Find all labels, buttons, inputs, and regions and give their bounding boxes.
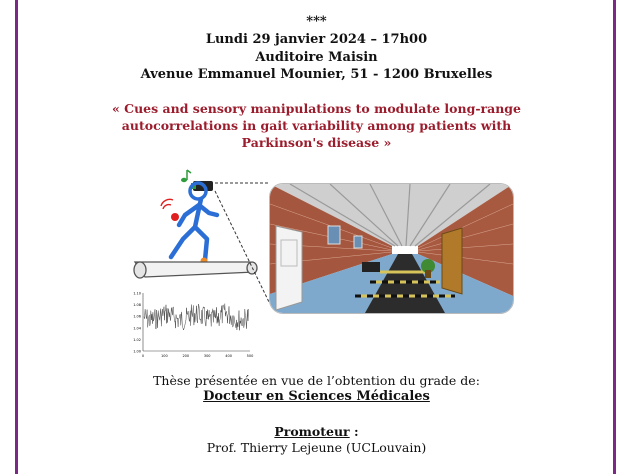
plot-trace [144, 304, 249, 331]
treadmill [134, 262, 257, 278]
thesis-title-line-1: « Cues and sensory manipulations to modulate long-range [111, 101, 521, 116]
plot-ytick-label: 1.06 [133, 314, 141, 319]
virtual-corridor-image [269, 183, 514, 314]
plot-xtick-label: 300 [203, 354, 211, 358]
promoteur-heading [0, 424, 633, 439]
plot-ytick-label: 1.00 [133, 349, 141, 354]
walker-figure [171, 199, 217, 260]
thesis-title [100, 100, 533, 151]
thesis-title-line-2: autocorrelations in gait variability among patients with [121, 118, 512, 133]
plot-xtick-label: 200 [182, 354, 190, 358]
plot-ytick-label: 1.08 [133, 303, 141, 308]
promoteur-colon: : [349, 424, 359, 439]
wrist-sensor-icon [171, 213, 179, 221]
plot-ytick-label: 1.10 [133, 291, 141, 296]
music-note-icon [181, 170, 191, 182]
plot-ytick-label: 1.04 [133, 326, 141, 331]
separator: *** [306, 14, 327, 29]
plot-xtick-label: 100 [161, 354, 168, 358]
plot-ytick-label: 1.02 [133, 337, 141, 342]
stride-time-plot [133, 292, 253, 359]
promoteur-label: Promoteur [274, 424, 350, 439]
gait-illustration [125, 165, 275, 370]
event-date: Lundi 29 janvier 2024 – 17h00 [205, 32, 428, 47]
degree-title: Docteur en Sciences Médicales [203, 389, 430, 404]
plot-xtick-label: 500 [246, 354, 254, 358]
thesis-title-line-3: Parkinson's disease » [241, 135, 392, 150]
plot-xtick-label: 0 [141, 354, 145, 358]
promoteur-name: Prof. Thierry Lejeune (UCLouvain) [206, 440, 427, 455]
event-venue: Auditoire Maisin [255, 50, 378, 65]
thesis-description: Thèse présentée en vue de l’obtention du grade de: [153, 373, 480, 388]
plot-xtick-label: 400 [225, 354, 232, 358]
event-address: Avenue Emmanuel Mounier, 51 - 1200 Bruxelles [140, 67, 493, 82]
